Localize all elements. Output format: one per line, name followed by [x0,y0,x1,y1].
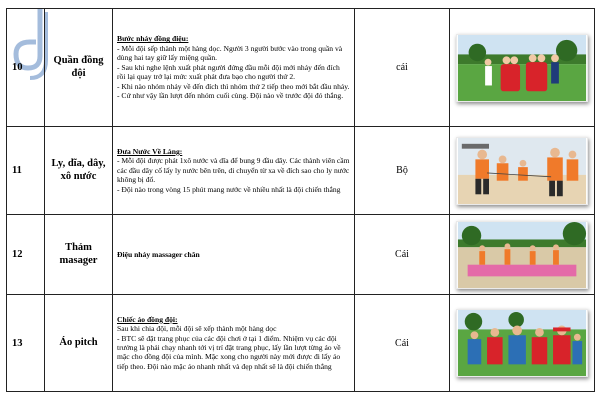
desc-line: - Sau khi nghe lệnh xuất phát người đứng đầu mỗi đội mới nhảy đến đích rồi lại quay trở lại mức xuất phát đưa bạo cho người thứ 2. [117,62,340,82]
water-relay-photo [456,137,588,205]
game-description [113,9,355,127]
team-pants-race-photo [456,34,588,102]
desc-line: - Mỗi đội sếp thành một hàng dọc. Người 3 người bước vào trong quần và dùng hai tay giữ lấy miệng quần. [117,43,343,63]
item-name: Áo pitch [45,295,113,392]
game-title: Bước nhảy đồng điệu: [117,34,189,44]
team-shirt-photo [456,309,588,377]
unit: Bộ [355,127,450,215]
item-name: Ly, dĩa, dây, xô nước [45,127,113,215]
table-row [7,215,595,295]
unit: Cái [355,295,450,392]
row-number: 11 [7,127,45,215]
equipment-table [6,8,595,392]
table-row [7,295,595,392]
unit: Cái [355,215,450,295]
desc-line: - Khi nào nhóm nhảy về đến đích thì nhóm thứ 2 tiếp theo mới bắt đầu nhảy. [117,81,350,91]
massage-mat-dance-photo [456,221,588,289]
row-number: 10 [7,9,45,127]
game-description [113,127,355,215]
desc-line: - Đội nào trong vòng 15 phút mang nước về nhiều nhất là đội chiến thắng [117,184,341,194]
desc-line: Điệu nhảy massager chân [117,249,200,259]
desc-line: - Mỗi đội được phát 1xô nước và dĩa để bung 9 đầu dây. Các thành viên cầm các đầu dây cố lấy ly nước bên trên, di chuyển từ xa về đích sao cho ly nước không bị đổ. [117,156,350,185]
item-name: Thảm masager [45,215,113,295]
desc-line: - Cứ như vậy lần lượt đến nhóm cuối cùng. Đội nào về trước đội đó thắng. [117,91,344,101]
game-description [113,215,355,295]
unit: cái [355,9,450,127]
table-row [7,127,595,215]
desc-line: - BTC sẽ đặt trang phục của các đội chơi ở tại 1 điểm. Nhiệm vụ các đội trưởng là phải chạy nhanh tới vị trí đặt trang phục, lấy lần lượt từng áo về mặc cho đồng đội của mình. Mặc xong cho người này mới được đi lấy áo tiếp theo. Đội nào mặc áo nhanh nhất và đẹp nhất sẽ là đội chiến thắng [117,333,341,371]
desc-line: Sau khi chia đội, mỗi đội sẽ xếp thành một hàng dọc [117,324,277,334]
game-description [113,295,355,392]
row-number: 13 [7,295,45,392]
row-number: 12 [7,215,45,295]
game-title: Chiếc áo đồng đội: [117,314,178,324]
table-row [7,9,595,127]
game-title: Đưa Nước Về Làng: [117,146,183,156]
item-name: Quần đồng đội [45,9,113,127]
